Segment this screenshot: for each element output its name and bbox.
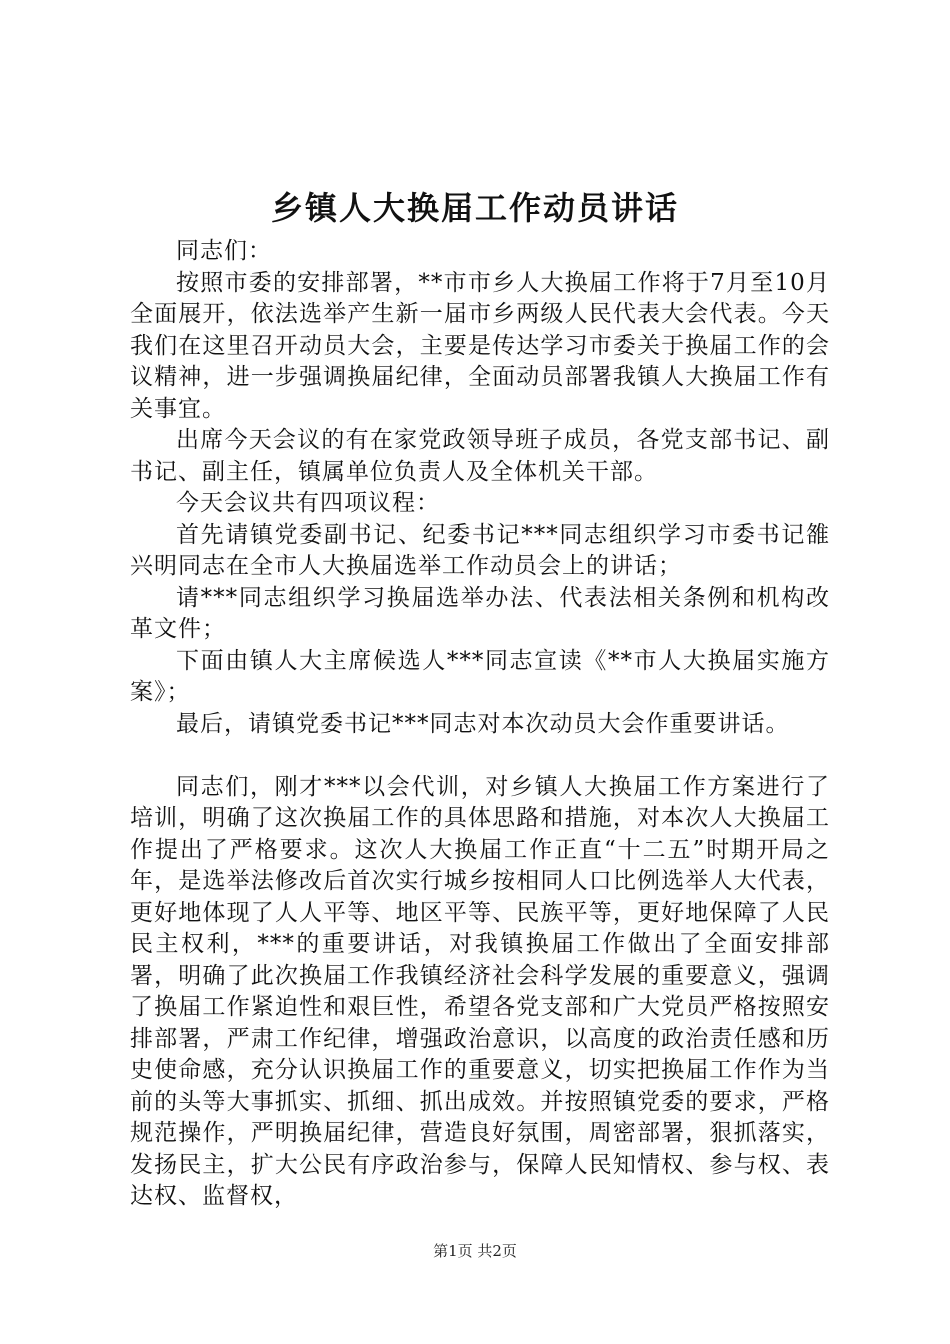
paragraph-agenda-item-2: 请***同志组织学习换届选举办法、代表法相关条例和机构改革文件； xyxy=(130,584,830,642)
paragraph-attendees: 出席今天会议的有在家党政领导班子成员，各党支部书记、副书记、副主任，镇属单位负责人及全体机关干部。 xyxy=(130,427,830,485)
paragraph-agenda-item-4: 最后，请镇党委书记***同志对本次动员大会作重要讲话。 xyxy=(176,710,790,737)
document-body xyxy=(130,236,830,1213)
paragraph-agenda-item-1: 首先请镇党委副书记、纪委书记***同志组织学习市委书记雒兴明同志在全市人大换届选举工作动员会上的讲话； xyxy=(130,521,830,579)
paragraph-greeting: 同志们： xyxy=(176,238,272,264)
paragraph-spacer xyxy=(130,740,830,772)
paragraph-agenda-item-3: 下面由镇人大主席候选人***同志宣读《**市人大换届实施方案》； xyxy=(130,647,830,705)
paragraph-agenda-heading: 今天会议共有四项议程： xyxy=(176,490,440,516)
page-footer: 第1页 共2页 xyxy=(433,1242,517,1260)
paragraph-speech-body: 同志们，刚才***以会代训，对乡镇人大换届工作方案进行了培训，明确了这次换届工作的具体思路和措施，对本次人大换届工作提出了严格要求。这次人大换届工作正直“十二五”时期开局之年，是选举法修改后首次实行城乡按相同人口比例选举人大代表，更好地体现了人人平等、地区平等、民族平等，更好地保障了人民民主权利，***的重要讲话，对我镇换届工作做出了全面安排部署，明确了此次换届工作我镇经济社会科学发展的重要意义，强调了换届工作紧迫性和艰巨性，希望各党支部和广大党员严格按照安排部署，严肃工作纪律，增强政治意识，以高度的政治责任感和历史使命感，充分认识换届工作的重要意义，切实把换届工作作为当前的头等大事抓实、抓细、抓出成效。并按照镇党委的要求，严格规范操作，严明换届纪律，营造良好氛围，周密部署，狠抓落实，发扬民主，扩大公民有序政治参与，保障人民知情权、参与权、表达权、监督权， xyxy=(130,773,830,1209)
paragraph-intro: 按照市委的安排部署，**市市乡人大换届工作将于7月至10月全面展开，依法选举产生新一届市乡两级人民代表大会代表。今天我们在这里召开动员大会，主要是传达学习市委关于换届工作的会议精神，进一步强调换届纪律，全面动员部署我镇人大换届工作有关事宜。 xyxy=(130,269,830,422)
document-title: 乡镇人大换届工作动员讲话 xyxy=(270,189,679,227)
